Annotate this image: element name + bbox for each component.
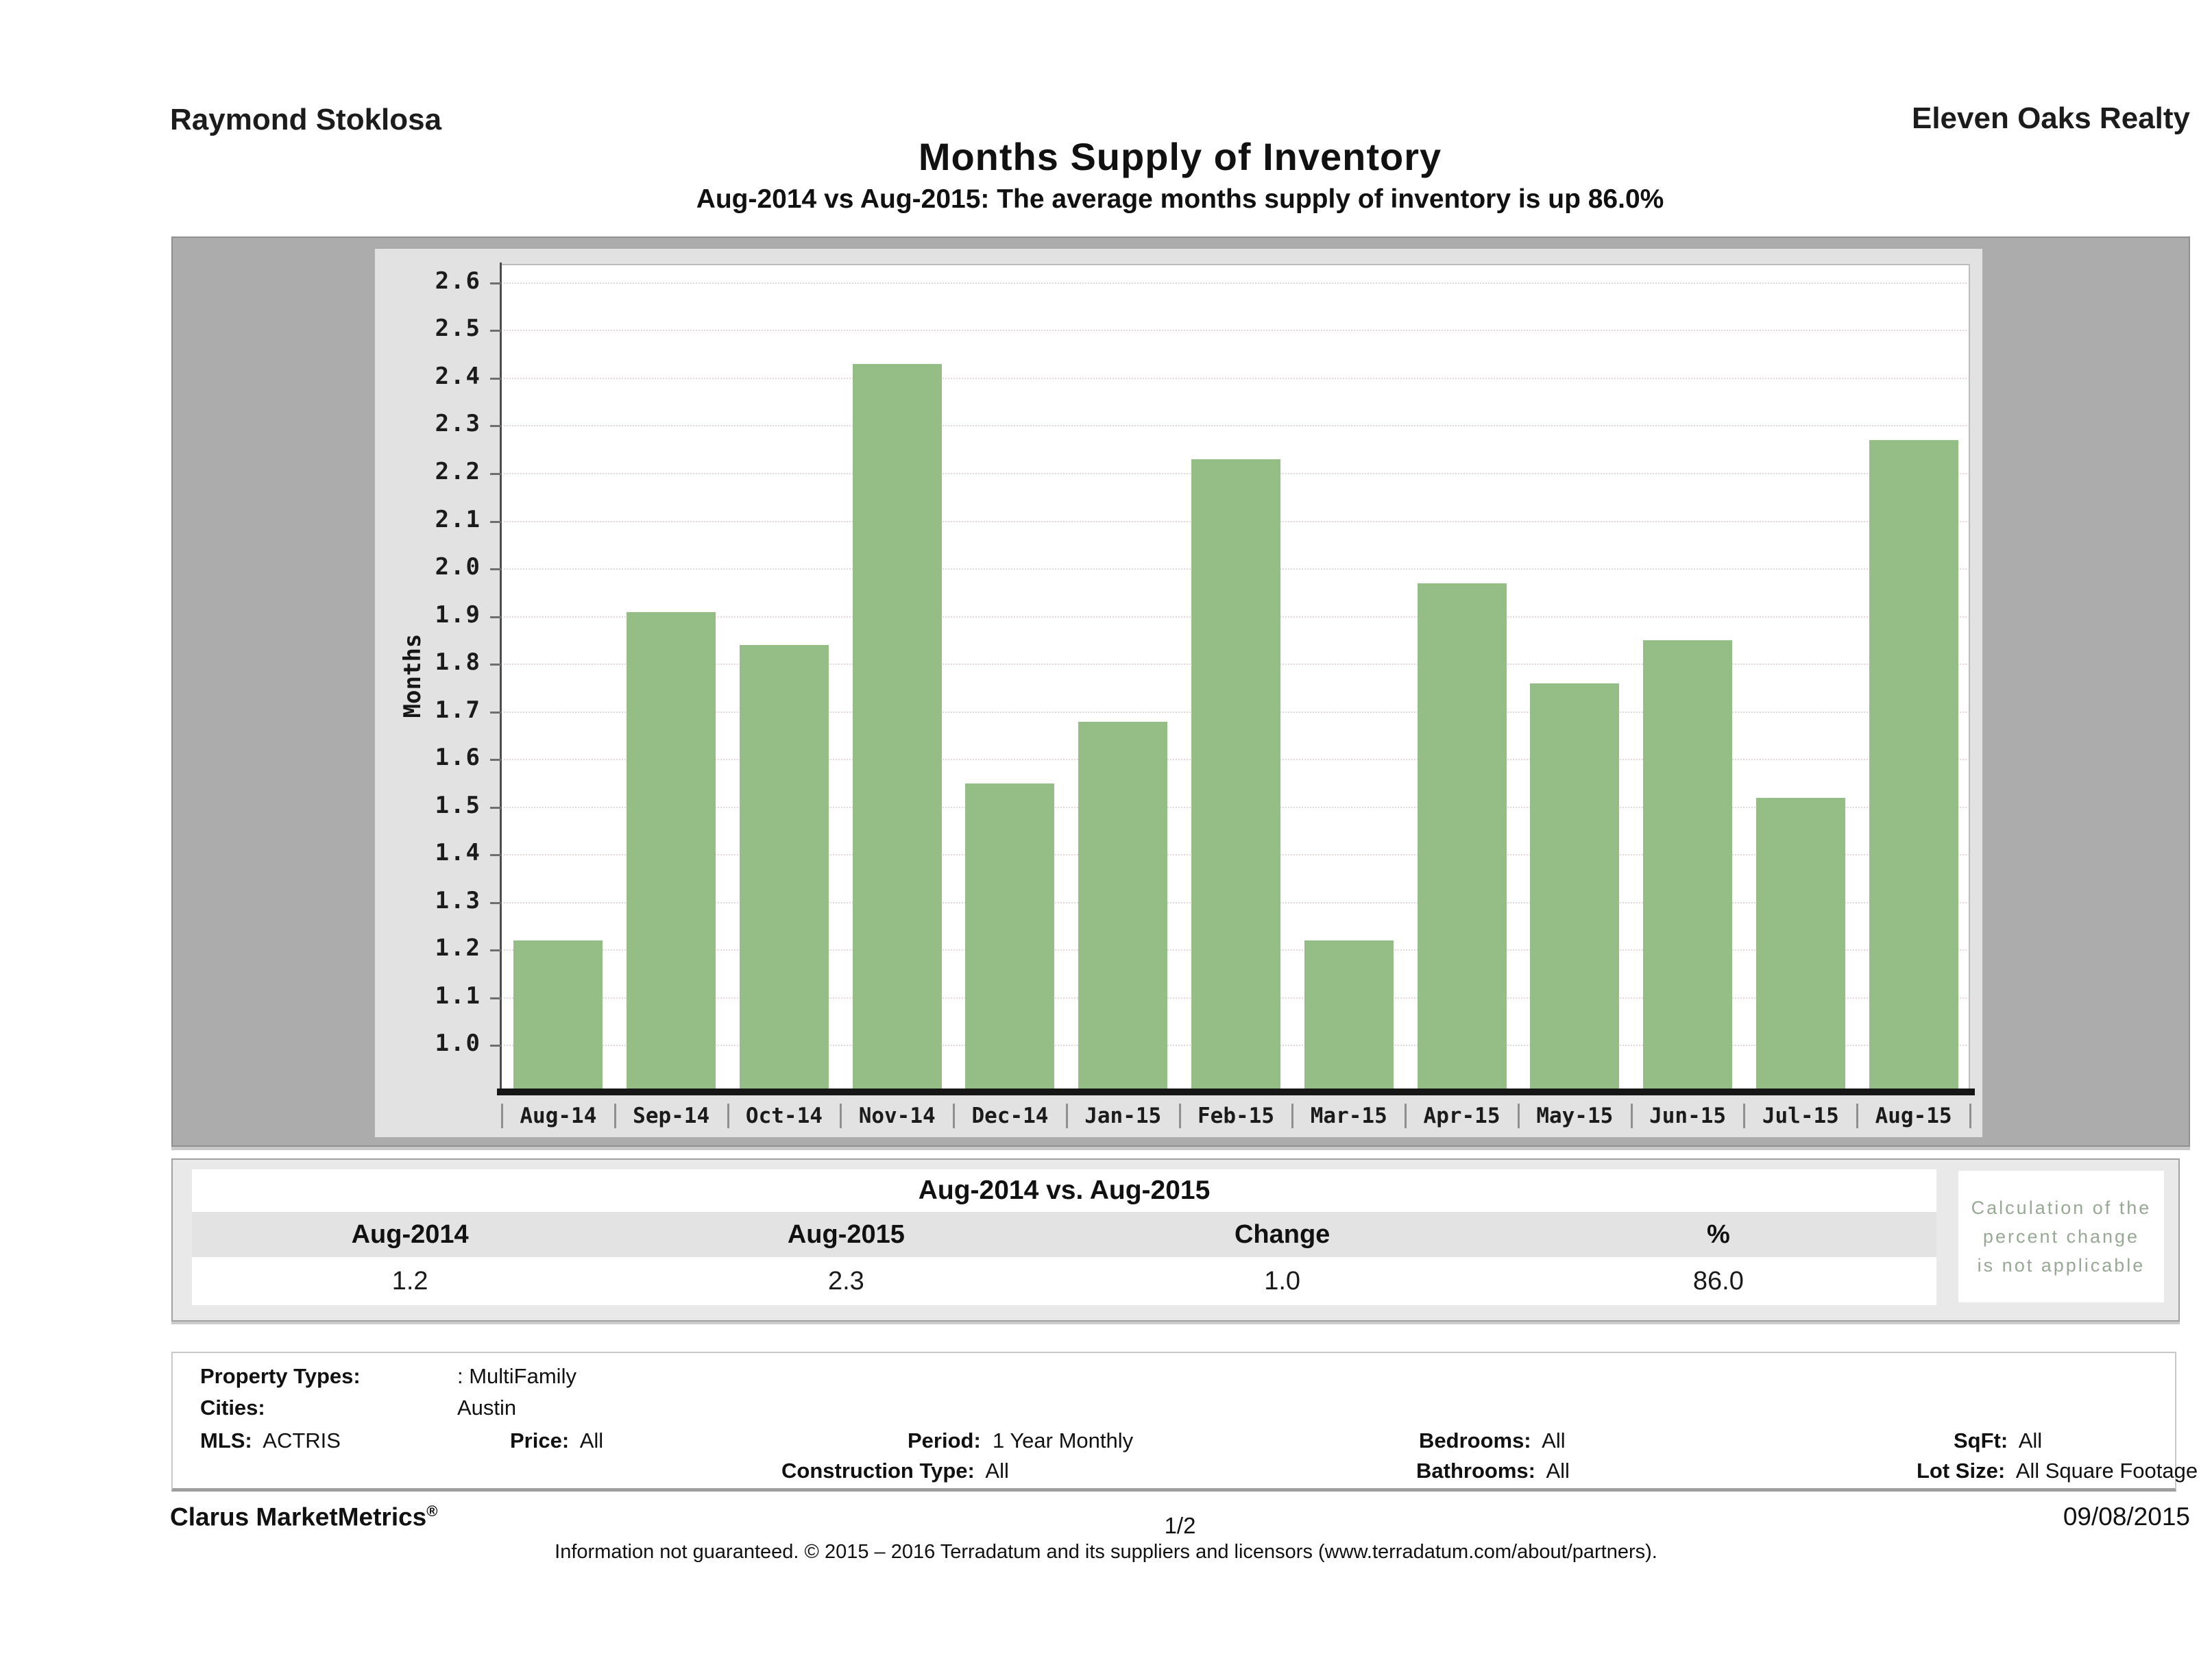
filter-cities — [200, 1396, 265, 1420]
gridline — [504, 378, 1969, 379]
filter-bedrooms — [1419, 1428, 1566, 1453]
y-axis-line — [500, 263, 502, 1095]
filter-value: ACTRIS — [263, 1428, 341, 1452]
filter-price — [510, 1428, 603, 1453]
chart-panel — [375, 249, 1982, 1137]
y-tick-mark — [490, 473, 501, 475]
filter-value: Austin — [457, 1396, 517, 1420]
title-block — [170, 134, 2190, 215]
column-header-percent: % — [1706, 1220, 1730, 1249]
filter-period — [908, 1428, 1133, 1453]
y-tick-label: 2.4 — [435, 362, 481, 390]
filters-box — [171, 1352, 2198, 1492]
comparison-table-title: Aug-2014 vs. Aug-2015 — [192, 1169, 1936, 1212]
filter-construction-type — [781, 1459, 1009, 1483]
filter-label: SqFt: — [1954, 1428, 2008, 1452]
y-tick-label: 1.8 — [435, 648, 481, 677]
x-tick-separator — [1856, 1104, 1858, 1128]
x-tick-separator — [1518, 1104, 1520, 1128]
y-tick-mark — [490, 616, 501, 618]
agent-name: Raymond Stoklosa — [170, 103, 442, 136]
y-tick-mark — [490, 902, 501, 904]
bar-Mar-15 — [1304, 940, 1394, 1089]
chart-backdrop — [171, 236, 2190, 1147]
bar-Sep-14 — [627, 612, 716, 1089]
y-tick-mark — [490, 854, 501, 856]
y-tick-mark — [490, 425, 501, 427]
report-date: 09/08/2015 — [2063, 1503, 2190, 1531]
y-tick-label: 1.1 — [435, 982, 481, 1010]
filter-label: MLS: — [200, 1428, 252, 1452]
value-change: 1.0 — [1264, 1267, 1301, 1296]
x-tick-label-Aug-14: Aug-14 — [520, 1104, 597, 1128]
filter-label: Construction Type: — [781, 1459, 975, 1483]
filter-bathrooms — [1416, 1459, 1570, 1483]
value-percent: 86.0 — [1692, 1267, 1744, 1296]
y-tick-label: 2.3 — [435, 410, 481, 438]
bar-Aug-15 — [1869, 440, 1958, 1089]
y-tick-label: 2.5 — [435, 315, 481, 343]
x-tick-separator — [1969, 1104, 1971, 1128]
filter-value: All Square Footage — [2015, 1459, 2198, 1483]
filter-lot-size — [1917, 1459, 2198, 1483]
filter-label: Property Types: — [200, 1364, 361, 1388]
comparison-table-values — [192, 1257, 1936, 1305]
comparison-table-header — [192, 1212, 1936, 1257]
filter-label: Lot Size: — [1917, 1459, 2006, 1483]
filter-property-types — [200, 1364, 361, 1389]
gridline — [504, 282, 1969, 284]
x-tick-separator — [1405, 1104, 1407, 1128]
filter-label: Price: — [510, 1428, 570, 1452]
value-aug-2014: 1.2 — [391, 1267, 428, 1296]
x-tick-separator — [501, 1104, 503, 1128]
page-title: Months Supply of Inventory — [918, 135, 1442, 178]
x-tick-label-Jun-15: Jun-15 — [1649, 1104, 1727, 1128]
brand-text: Clarus MarketMetrics — [170, 1503, 427, 1531]
x-tick-label-Jul-15: Jul-15 — [1762, 1104, 1839, 1128]
x-tick-label-May-15: May-15 — [1536, 1104, 1614, 1128]
filter-cities-value — [457, 1396, 516, 1420]
filter-value: All — [985, 1459, 1009, 1483]
x-tick-label-Dec-14: Dec-14 — [971, 1104, 1049, 1128]
y-tick-mark — [490, 521, 501, 523]
y-tick-label: 1.4 — [435, 839, 481, 867]
x-tick-separator — [953, 1104, 955, 1128]
bar-Feb-15 — [1191, 459, 1280, 1089]
y-axis-title: Months — [399, 633, 426, 718]
x-tick-separator — [1291, 1104, 1293, 1128]
x-tick-separator — [1743, 1104, 1745, 1128]
x-tick-label-Jan-15: Jan-15 — [1084, 1104, 1162, 1128]
y-tick-label: 1.0 — [435, 1030, 481, 1058]
bar-Jan-15 — [1078, 722, 1167, 1089]
value-aug-2015: 2.3 — [827, 1267, 864, 1296]
registered-mark: ® — [426, 1503, 438, 1520]
y-tick-label: 1.7 — [435, 696, 481, 724]
x-tick-label-Aug-15: Aug-15 — [1875, 1104, 1952, 1128]
y-tick-label: 2.1 — [435, 505, 481, 533]
y-tick-label: 1.3 — [435, 886, 481, 914]
comparison-table — [171, 1158, 2180, 1322]
x-tick-separator — [614, 1104, 616, 1128]
percent-change-note — [1958, 1171, 2164, 1302]
x-tick-label-Sep-14: Sep-14 — [633, 1104, 710, 1128]
y-tick-label: 1.2 — [435, 934, 481, 962]
x-tick-label-Mar-15: Mar-15 — [1310, 1104, 1387, 1128]
y-tick-label: 1.6 — [435, 744, 481, 772]
x-tick-label-Oct-14: Oct-14 — [745, 1104, 823, 1128]
column-header-aug-2015: Aug-2015 — [787, 1220, 905, 1249]
bar-Jul-15 — [1756, 798, 1845, 1089]
x-tick-label-Apr-15: Apr-15 — [1423, 1104, 1500, 1128]
filter-label: Bathrooms: — [1416, 1459, 1535, 1483]
bar-Dec-14 — [965, 783, 1054, 1089]
x-tick-separator — [727, 1104, 729, 1128]
bar-Aug-14 — [513, 940, 603, 1089]
y-tick-mark — [490, 282, 501, 284]
filter-label: Bedrooms: — [1419, 1428, 1531, 1452]
note-line: is not applicable — [1977, 1255, 2146, 1276]
filter-value: All — [1546, 1459, 1570, 1483]
company-name: Eleven Oaks Realty — [1911, 101, 2190, 135]
gridline — [504, 330, 1969, 331]
page-number: 1/2 — [1164, 1513, 1196, 1538]
y-tick-mark — [490, 949, 501, 951]
filter-label: Cities: — [200, 1396, 265, 1420]
filter-value: 1 Year Monthly — [993, 1428, 1134, 1452]
x-tick-label-Feb-15: Feb-15 — [1198, 1104, 1274, 1128]
y-tick-mark — [490, 759, 501, 761]
y-tick-mark — [490, 997, 501, 999]
filter-value: All — [2018, 1428, 2043, 1452]
bar-Jun-15 — [1643, 640, 1732, 1089]
bar-May-15 — [1530, 683, 1619, 1089]
x-tick-label-Nov-14: Nov-14 — [858, 1104, 936, 1128]
y-tick-label: 2.0 — [435, 553, 481, 581]
y-tick-mark — [490, 807, 501, 809]
filter-sqft — [1954, 1428, 2042, 1453]
x-tick-separator — [840, 1104, 842, 1128]
y-tick-label: 1.5 — [435, 791, 481, 819]
y-tick-mark — [490, 378, 501, 380]
y-tick-label: 2.6 — [435, 267, 481, 295]
bar-Nov-14 — [853, 364, 942, 1089]
note-line: Calculation of the — [1971, 1197, 2152, 1218]
disclaimer-text: Information not guaranteed. © 2015 – 2016 Terradatum and its suppliers and licensors (www.terradatum.com/about/partners). — [555, 1541, 1657, 1563]
y-tick-mark — [490, 664, 501, 666]
y-tick-mark — [490, 712, 501, 714]
x-tick-separator — [1066, 1104, 1068, 1128]
bar-Oct-14 — [740, 645, 829, 1089]
column-header-change: Change — [1234, 1220, 1330, 1249]
x-tick-separator — [1179, 1104, 1181, 1128]
filter-value: All — [579, 1428, 604, 1452]
filter-mls — [200, 1428, 341, 1453]
page-subtitle: Aug-2014 vs Aug-2015: The average months supply of inventory is up 86.0% — [696, 184, 1664, 214]
y-tick-label: 2.2 — [435, 457, 481, 485]
column-header-aug-2014: Aug-2014 — [351, 1220, 469, 1249]
filter-property-types-value — [457, 1364, 576, 1389]
y-tick-mark — [490, 568, 501, 570]
bar-Apr-15 — [1418, 583, 1507, 1089]
filter-value: : MultiFamily — [457, 1364, 576, 1388]
x-axis-line — [497, 1089, 1975, 1095]
note-line: percent change — [1982, 1226, 2140, 1247]
y-tick-mark — [490, 1045, 501, 1047]
filter-value: All — [1542, 1428, 1566, 1452]
y-tick-label: 1.9 — [435, 600, 481, 629]
y-tick-mark — [490, 330, 501, 332]
gridline — [504, 425, 1969, 426]
x-tick-separator — [1631, 1104, 1633, 1128]
filter-label: Period: — [908, 1428, 981, 1452]
